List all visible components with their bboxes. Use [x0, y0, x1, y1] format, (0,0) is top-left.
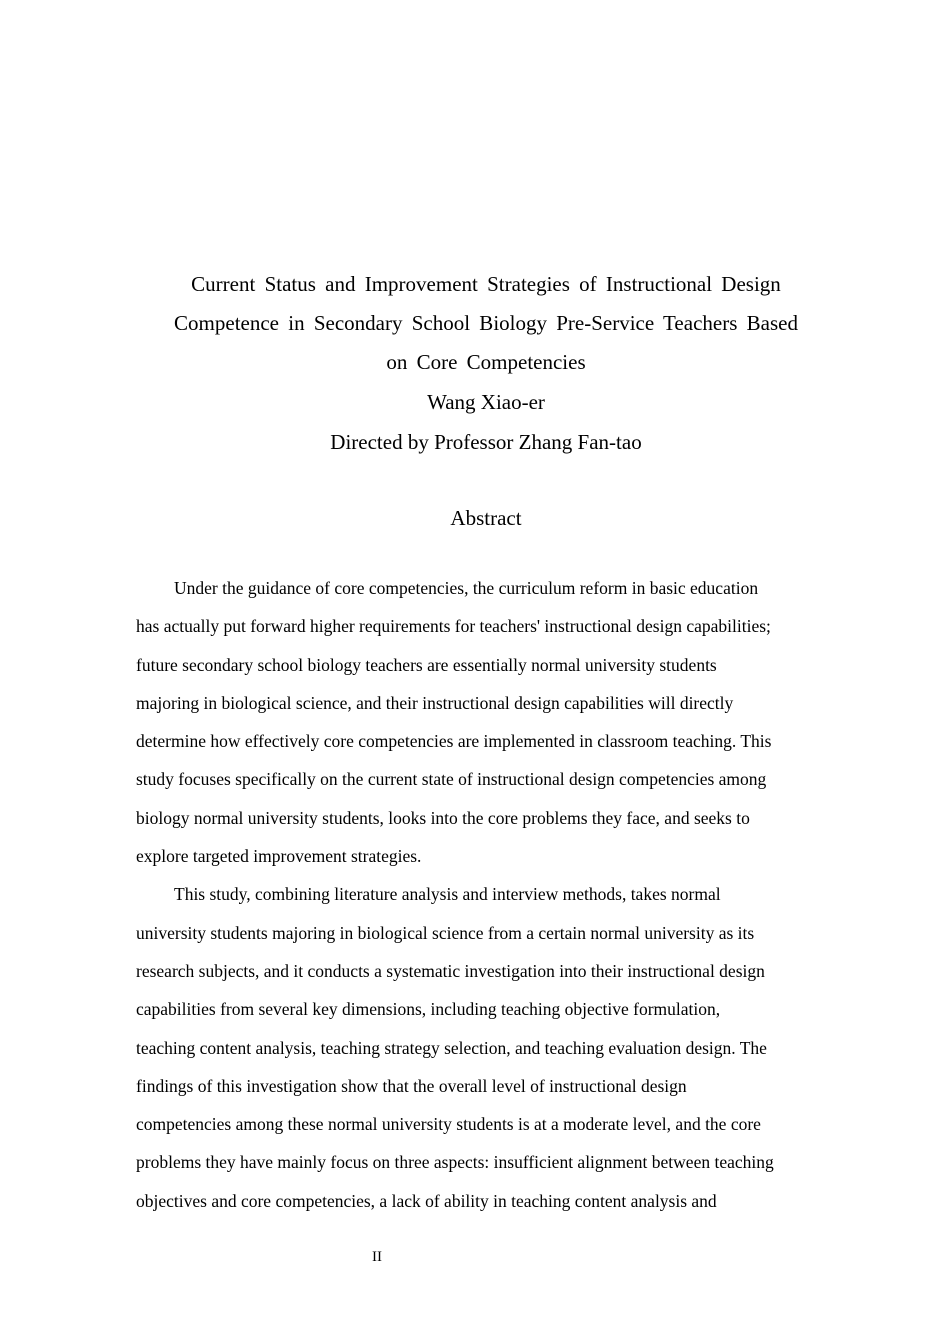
paragraph-line: majoring in biological science, and their instructional design capabilities will directly: [136, 692, 734, 713]
paragraph-line: biology normal university students, looks into the core problems they face, and seeks to: [136, 807, 750, 828]
paragraph-line: university students majoring in biological science from a certain normal university as its: [136, 922, 755, 943]
paragraph-line: has actually put forward higher requirements for teachers' instructional design capabilities;: [136, 616, 771, 637]
paragraph-line: determine how effectively core competencies are implemented in classroom teaching. This: [136, 731, 772, 752]
title-block: [136, 265, 836, 462]
paragraph-line: study focuses specifically on the current state of instructional design competencies among: [136, 769, 767, 790]
abstract-body: [136, 569, 840, 1220]
abstract-heading: Abstract: [450, 506, 522, 530]
paragraph-line: objectives and core competencies, a lack of ability in teaching content analysis and: [136, 1190, 717, 1211]
paragraph-line: capabilities from several key dimensions, including teaching objective formulation,: [136, 999, 721, 1020]
paragraph-line: problems they have mainly focus on three aspects: insufficient alignment between teaching: [136, 1152, 774, 1173]
thesis-title-line-2: Competence in Secondary School Biology Pre-Service Teachers Based: [174, 311, 798, 335]
abstract-paragraph-1: [136, 569, 840, 875]
page-number: II: [372, 1249, 382, 1265]
paragraph-line: explore targeted improvement strategies.: [136, 846, 422, 867]
paragraph-line: Under the guidance of core competencies, the curriculum reform in basic education: [174, 578, 759, 598]
paragraph-line: future secondary school biology teachers are essentially normal university students: [136, 654, 717, 675]
paragraph-line: This study, combining literature analysis and interview methods, takes normal: [174, 884, 721, 905]
abstract-paragraph-2: [136, 875, 840, 1220]
author-name: Wang Xiao-er: [427, 390, 545, 414]
thesis-title-line-3: on Core Competencies: [386, 350, 586, 374]
advisor-line: Directed by Professor Zhang Fan-tao: [330, 430, 642, 454]
paragraph-line: competencies among these normal university students is at a moderate level, and the core: [136, 1114, 761, 1135]
thesis-title-line-1: Current Status and Improvement Strategies of Instructional Design: [191, 272, 781, 296]
paragraph-line: teaching content analysis, teaching strategy selection, and teaching evaluation design. The: [136, 1037, 767, 1058]
paragraph-line: findings of this investigation show that the overall level of instructional design: [136, 1075, 687, 1096]
paragraph-line: research subjects, and it conducts a systematic investigation into their instructional design: [136, 960, 765, 981]
